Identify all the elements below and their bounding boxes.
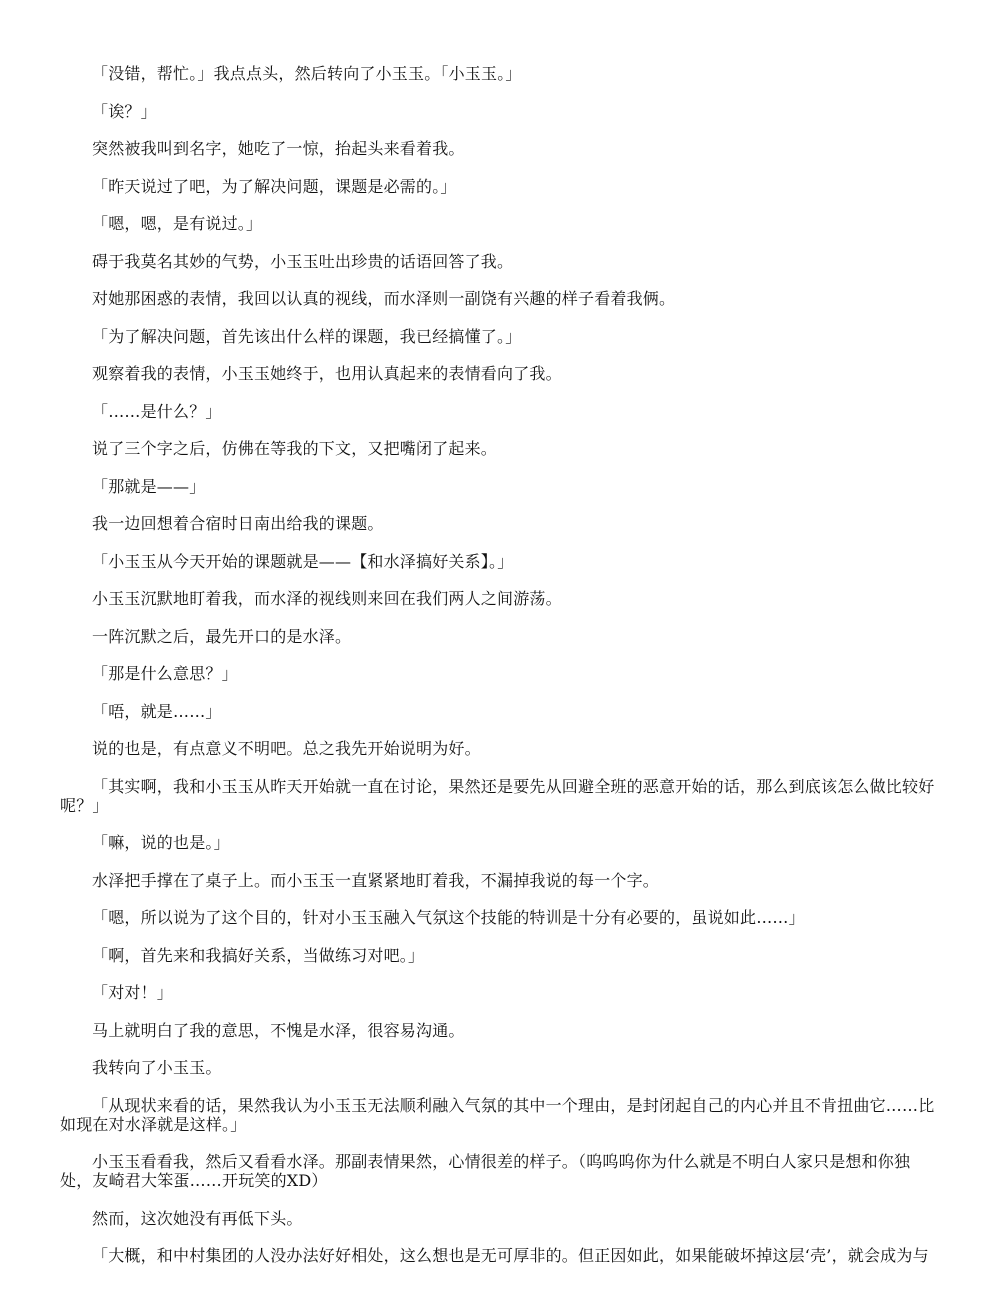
paragraph: 「那是什么意思？」 xyxy=(92,664,238,683)
paragraph: 说了三个字之后，仿佛在等我的下文，又把嘴闭了起来。 xyxy=(92,439,498,458)
paragraph: 「嗯，所以说为了这个目的，针对小玉玉融入气氛这个技能的特训是十分有必要的，虽说如此……」 xyxy=(92,908,805,927)
paragraph: 「唔，就是……」 xyxy=(92,701,222,721)
paragraph: 「嘛，说的也是。」 xyxy=(92,833,230,852)
paragraph: 突然被我叫到名字，她吃了一惊，抬起头来看着我。 xyxy=(92,139,465,158)
paragraph: 「没错，帮忙。」我点点头，然后转向了小玉玉。「小玉玉。」 xyxy=(92,64,522,83)
paragraph: 对她那困惑的表情，我回以认真的视线，而水泽则一副饶有兴趣的样子看着我俩。 xyxy=(92,289,676,308)
paragraph: 「从现状来看的话，果然我认为小玉玉无法顺利融入气氛的其中一个理由，是封闭起自己的内心并且不肯扭曲它……比如现在对水泽就是这样。」 xyxy=(60,1095,935,1134)
paragraph: 碍于我莫名其妙的气势，小玉玉吐出珍贵的话语回答了我。 xyxy=(92,251,514,271)
paragraph: 「啊，首先来和我搞好关系，当做练习对吧。」 xyxy=(92,945,425,965)
paragraph: 「为了解决问题，首先该出什么样的课题，我已经搞懂了。」 xyxy=(92,326,522,346)
paragraph: 一阵沉默之后，最先开口的是水泽。 xyxy=(92,626,352,646)
paragraph: 马上就明白了我的意思，不愧是水泽，很容易沟通。 xyxy=(92,1020,465,1040)
paragraph: 观察着我的表情，小玉玉她终于，也用认真起来的表情看向了我。 xyxy=(92,364,562,383)
paragraph: 「那就是——」 xyxy=(92,476,206,496)
paragraph: 「嗯，嗯，是有说过。」 xyxy=(92,214,263,233)
paragraph: 「其实啊，我和小玉玉从昨天开始就一直在讨论，果然还是要先从回避全班的恶意开始的话，那么到底该怎么做比较好呢？」 xyxy=(60,776,935,815)
paragraph: 我一边回想着合宿时日南出给我的课题。 xyxy=(92,514,384,533)
paragraph: 「小玉玉从今天开始的课题就是——【和水泽搞好关系】。」 xyxy=(92,551,514,571)
paragraph: 说的也是，有点意义不明吧。总之我先开始说明为好。 xyxy=(92,739,481,758)
paragraph: 「大概，和中村集团的人没办法好好相处，这么想也是无可厚非的。但正因如此，如果能破坏掉这层‘壳’，就会成为与 xyxy=(92,1246,929,1265)
paragraph: 「昨天说过了吧，为了解决问题，课题是必需的。」 xyxy=(92,176,457,196)
paragraph: 水泽把手撑在了桌子上。而小玉玉一直紧紧地盯着我，不漏掉我说的每一个字。 xyxy=(92,870,660,890)
paragraph: 「……是什么？」 xyxy=(92,401,222,421)
paragraph: 小玉玉沉默地盯着我，而水泽的视线则来回在我们两人之间游荡。 xyxy=(92,589,562,608)
paragraph: 我转向了小玉玉。 xyxy=(92,1058,222,1077)
paragraph: 「诶？」 xyxy=(92,101,157,121)
paragraph: 然而，这次她没有再低下头。 xyxy=(92,1208,303,1228)
paragraph: 小玉玉看看我，然后又看看水泽。那副表情果然，心情很差的样子。（呜呜呜你为什么就是不明白人家只是想和你独处，友崎君大笨蛋……开玩笑的XD） xyxy=(60,1152,911,1190)
paragraph: 「对对！」 xyxy=(92,983,174,1002)
